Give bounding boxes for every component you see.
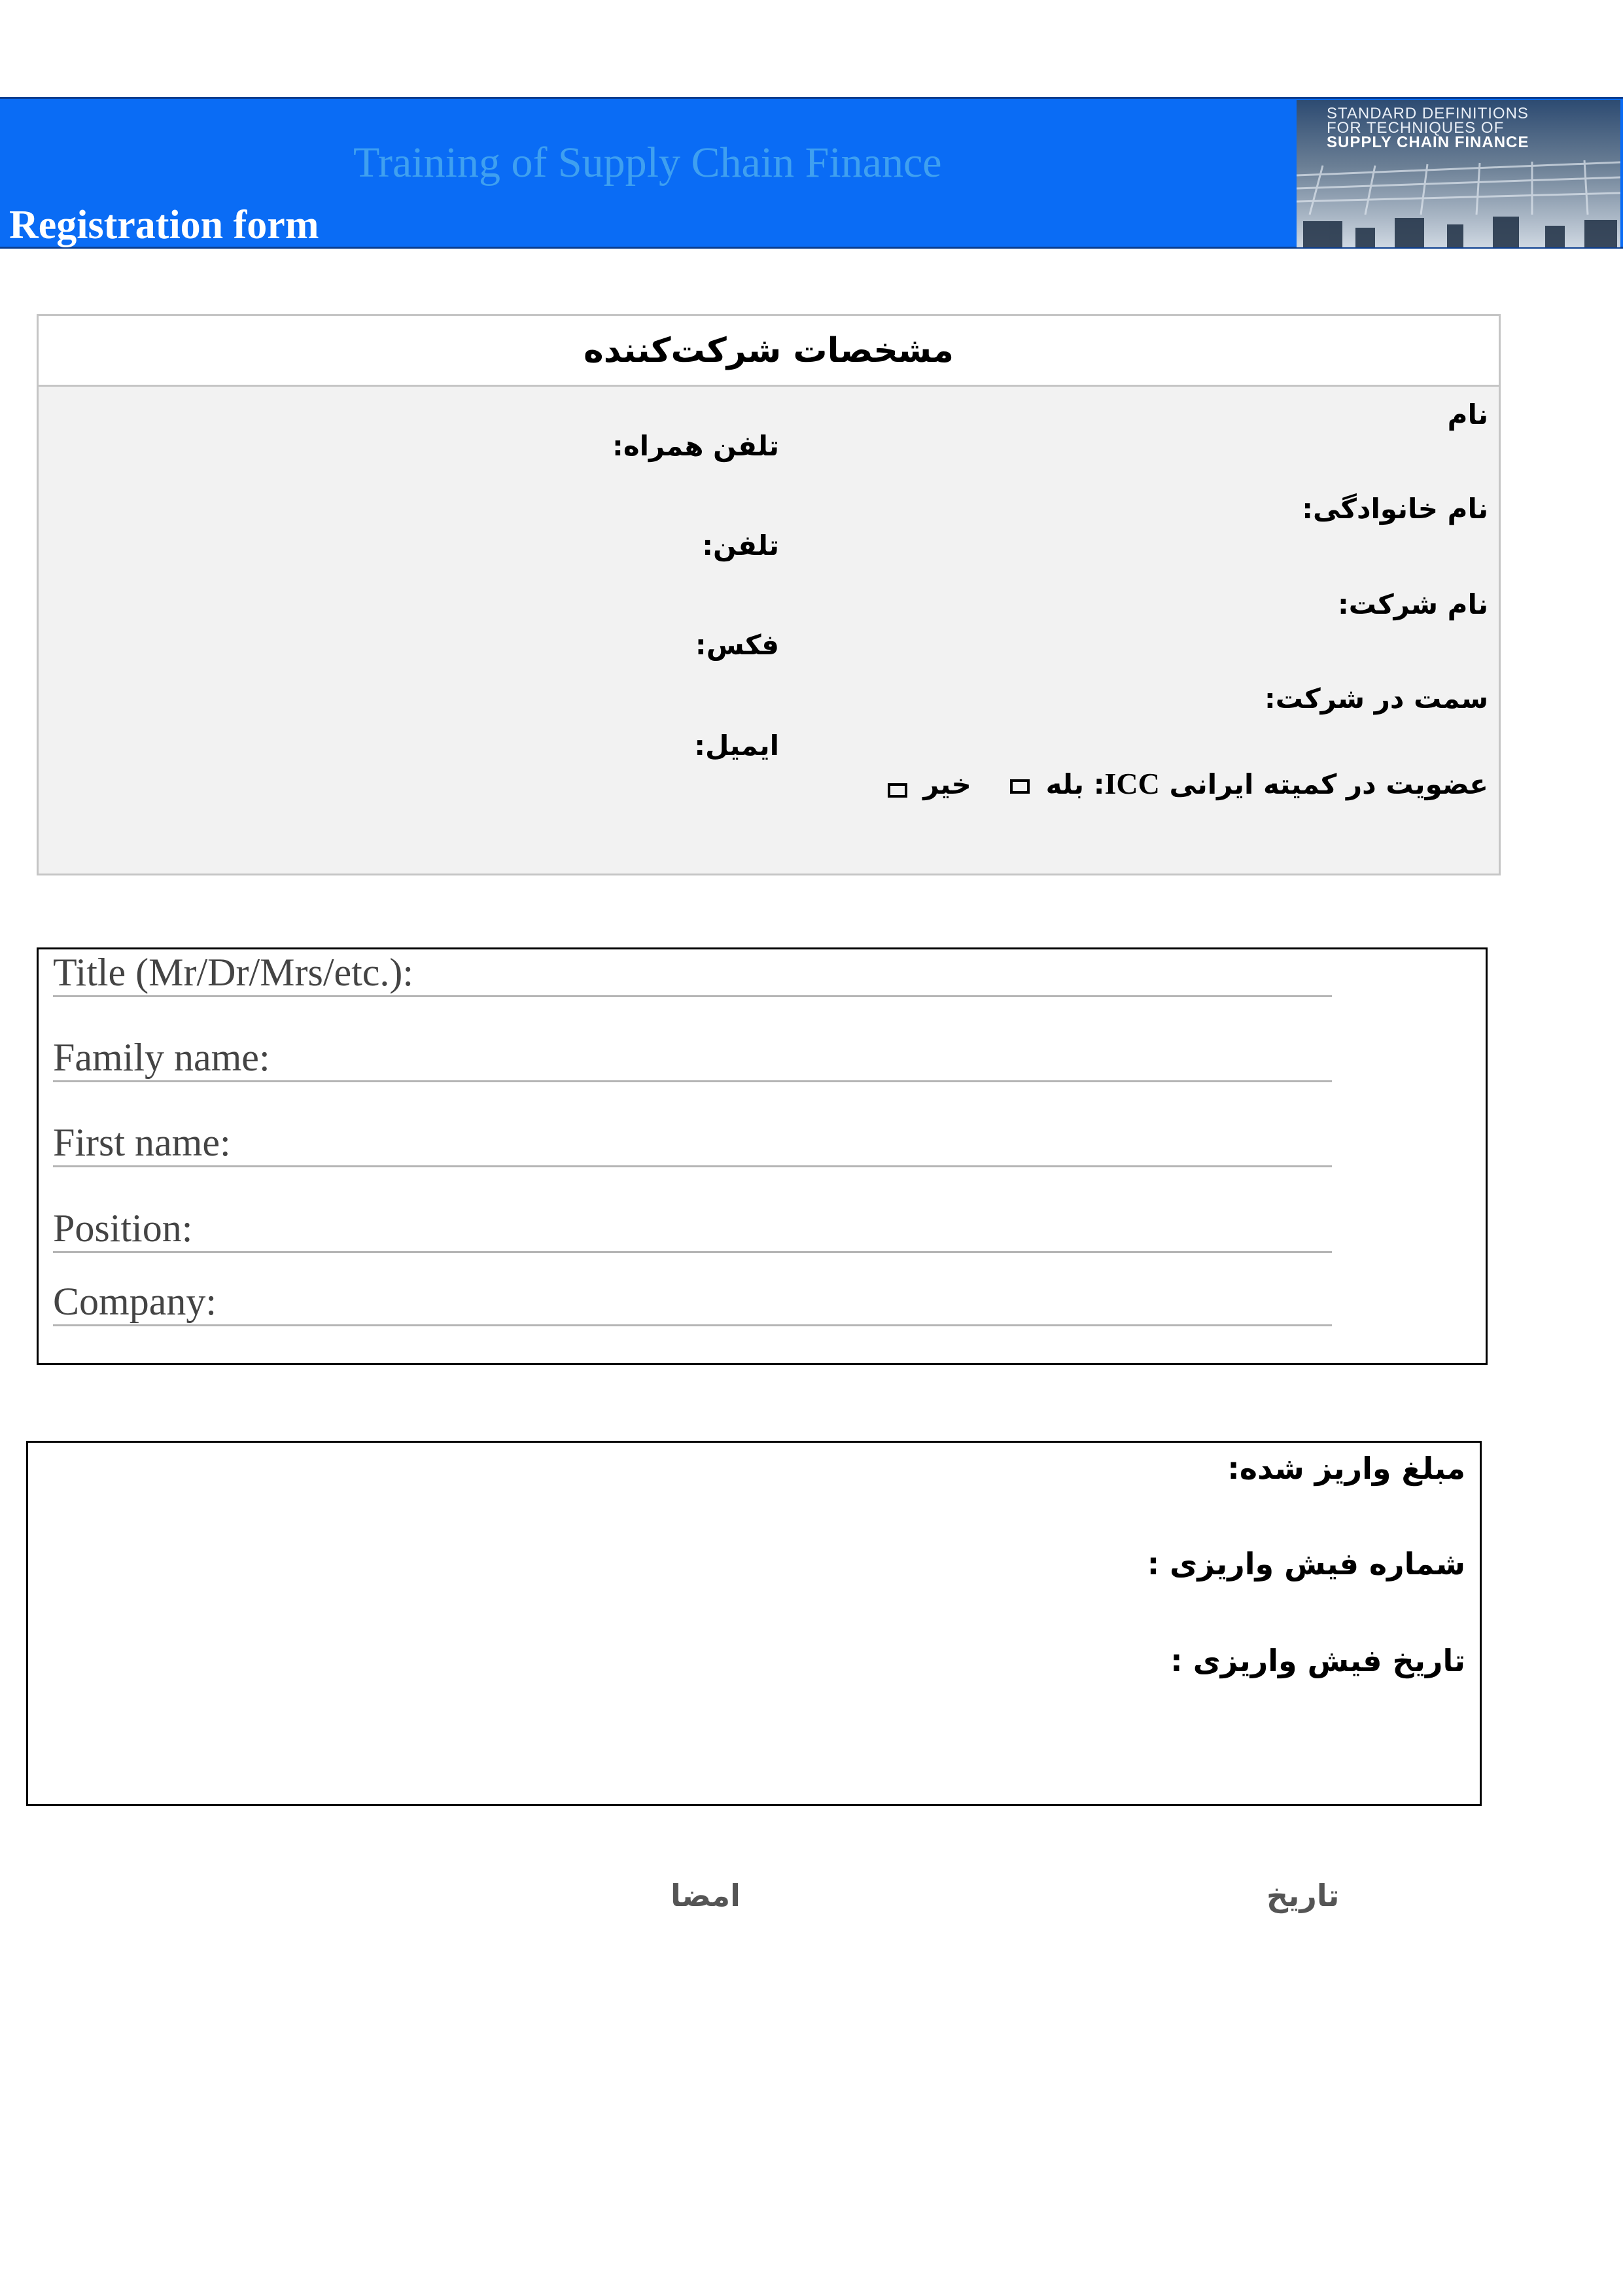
field-company-fa[interactable]: نام شرکت: [1337, 588, 1488, 620]
field-phone-fa[interactable]: تلفن: [702, 529, 779, 561]
field-receipt-number[interactable]: شماره فیش واریزی : [1147, 1546, 1465, 1581]
header-banner [0, 97, 1623, 249]
date-label: تاریخ [1266, 1878, 1340, 1913]
payment-details-box [26, 1441, 1482, 1806]
field-mobile-fa[interactable]: تلفن همراه: [612, 430, 779, 462]
scf-logo-image [1297, 100, 1620, 247]
participant-details-header: مشخصات شرکت‌کننده [39, 316, 1499, 387]
field-position-fa[interactable]: سمت در شرکت: [1264, 682, 1488, 715]
field-company-en[interactable]: Company: [53, 1279, 1332, 1326]
yes-checkbox[interactable] [1010, 779, 1030, 794]
field-family-name-en[interactable]: Family name: [53, 1034, 1332, 1082]
logo-line-3: SUPPLY CHAIN FINANCE [1327, 133, 1529, 151]
logo-line-1: STANDARD DEFINITIONS [1327, 105, 1529, 122]
field-title-en[interactable]: Title (Mr/Dr/Mrs/etc.): [53, 949, 1332, 997]
field-family-name-fa[interactable]: نام خانوادگی: [1302, 493, 1488, 525]
icc-membership-row [881, 766, 1488, 801]
signature-label: امضا [671, 1878, 741, 1913]
field-amount-paid[interactable]: مبلغ واریز شده: [1227, 1451, 1465, 1486]
field-receipt-date[interactable]: تاریخ فیش واریزی : [1170, 1643, 1465, 1678]
icc-colon: : [1093, 768, 1105, 800]
form-title: Registration form [9, 203, 319, 247]
participant-left-column [39, 387, 790, 874]
participant-details-box [37, 314, 1501, 875]
icc-label: عضویت در کمیته ایرانی [1169, 768, 1488, 800]
english-details-box [37, 947, 1488, 1365]
field-first-name-fa[interactable]: نام [1447, 398, 1488, 431]
participant-right-column [788, 387, 1499, 874]
field-fax-fa[interactable]: فکس: [695, 629, 779, 661]
field-first-name-en[interactable]: First name: [53, 1120, 1332, 1167]
yes-label: بله [1045, 768, 1085, 800]
no-label: خیر [923, 768, 971, 800]
field-position-en[interactable]: Position: [53, 1205, 1332, 1253]
no-checkbox[interactable] [888, 783, 907, 798]
banner-title: Training of Supply Chain Finance [353, 139, 942, 186]
logo-line-2: FOR TECHNIQUES OF [1327, 119, 1505, 137]
logo-text [1327, 107, 1529, 150]
icc-acronym: ICC [1104, 767, 1160, 800]
field-email-fa[interactable]: ایمیل: [694, 730, 779, 762]
